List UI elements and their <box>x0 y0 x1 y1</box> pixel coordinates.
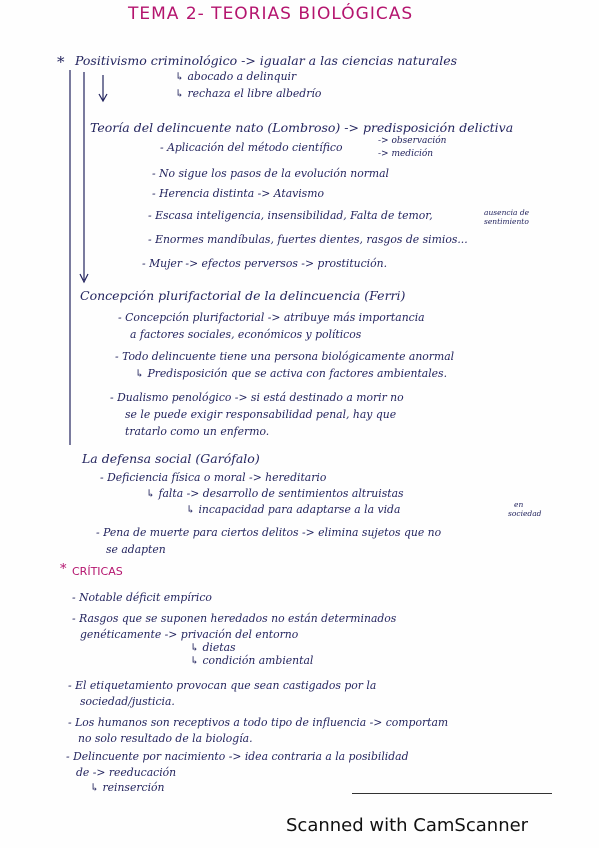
page-title: TEMA 2- TEORIAS BIOLÓGICAS <box>128 4 414 24</box>
star-mark: * <box>57 53 65 71</box>
line-delincuente-nato: Teoría del delincuente nato (Lombroso) -> predisposición delictiva <box>90 120 514 135</box>
line-plurifactorial-2: a factores sociales, económicos y políticos <box>130 328 362 341</box>
line-deficiencia: - Deficiencia física o moral -> hereditario <box>100 471 327 484</box>
critica-condicion: ↳ condición ambiental <box>190 654 314 667</box>
line-defensa-social: La defensa social (Garófalo) <box>82 451 260 466</box>
critica-deficit: - Notable déficit empírico <box>72 591 212 604</box>
line-dualismo-2: se le puede exigir responsabilidad penal, hay que <box>125 408 397 421</box>
note-en: en <box>514 500 524 509</box>
line-falta: ↳ falta -> desarrollo de sentimientos altruistas <box>146 487 404 500</box>
critica-rasgos-1: - Rasgos que se suponen heredados no están determinados <box>72 612 397 625</box>
line-mujer: - Mujer -> efectos perversos -> prostitución. <box>142 257 388 270</box>
footer-divider <box>352 793 552 794</box>
line-pena-muerte-2: se adapten <box>106 543 166 556</box>
line-predisposicion: ↳ Predisposición que se activa con factores ambientales. <box>135 367 448 380</box>
line-metodo: - Aplicación del método científico <box>160 141 343 154</box>
critica-reinsercion: ↳ reinserción <box>90 781 165 794</box>
criticas-heading: CRÍTICAS <box>72 565 123 578</box>
note-sentimiento: sentimiento <box>484 217 529 226</box>
line-plurifactorial-1: - Concepción plurifactorial -> atribuye más importancia <box>118 311 425 324</box>
note-ausencia: ausencia de <box>484 208 530 217</box>
critica-nacimiento-2: de -> reeducación <box>76 766 177 779</box>
line-escasa: - Escasa inteligencia, insensibilidad, Falta de temor, <box>148 209 433 222</box>
critica-humanos-1: - Los humanos son receptivos a todo tipo de influencia -> comportam <box>68 716 449 729</box>
critica-dietas: ↳ dietas <box>190 641 236 654</box>
line-pena-muerte-1: - Pena de muerte para ciertos delitos -> elimina sujetos que no <box>96 526 442 539</box>
critica-humanos-2: no solo resultado de la biología. <box>78 732 253 745</box>
line-herencia: - Herencia distinta -> Atavismo <box>152 187 324 200</box>
line-dualismo-1: - Dualismo penológico -> si está destinado a morir no <box>110 391 404 404</box>
line-incapacidad: ↳ incapacidad para adaptarse a la vida <box>186 503 401 516</box>
camscanner-footer: Scanned with CamScanner <box>286 815 529 836</box>
line-mandibulas: - Enormes mandíbulas, fuertes dientes, rasgos de simios... <box>148 233 468 246</box>
criticas-star: * <box>60 562 67 577</box>
line-medicion: -> medición <box>378 149 434 159</box>
line-todo-delincuente: - Todo delincuente tiene una persona biológicamente anormal <box>115 350 455 363</box>
critica-rasgos-2: genéticamente -> privación del entorno <box>80 628 299 641</box>
critica-etiquetamiento-2: sociedad/justicia. <box>80 695 175 708</box>
critica-etiquetamiento-1: - El etiquetamiento provocan que sean castigados por la <box>68 679 377 692</box>
line-dualismo-3: tratarlo como un enfermo. <box>125 425 270 438</box>
note-sociedad: sociedad <box>508 509 542 518</box>
line-rechaza: ↳ rechaza el libre albedrío <box>175 87 322 100</box>
line-ferri: Concepción plurifactorial de la delincuencia (Ferri) <box>80 288 406 303</box>
line-abocado: ↳ abocado a delinquir <box>175 70 297 83</box>
line-observacion: -> observación <box>378 136 447 146</box>
critica-nacimiento-1: - Delincuente por nacimiento -> idea contraria a la posibilidad <box>66 750 409 763</box>
line-no-sigue: - No sigue los pasos de la evolución normal <box>152 167 390 180</box>
line-positivismo: Positivismo criminológico -> igualar a las ciencias naturales <box>75 53 458 68</box>
